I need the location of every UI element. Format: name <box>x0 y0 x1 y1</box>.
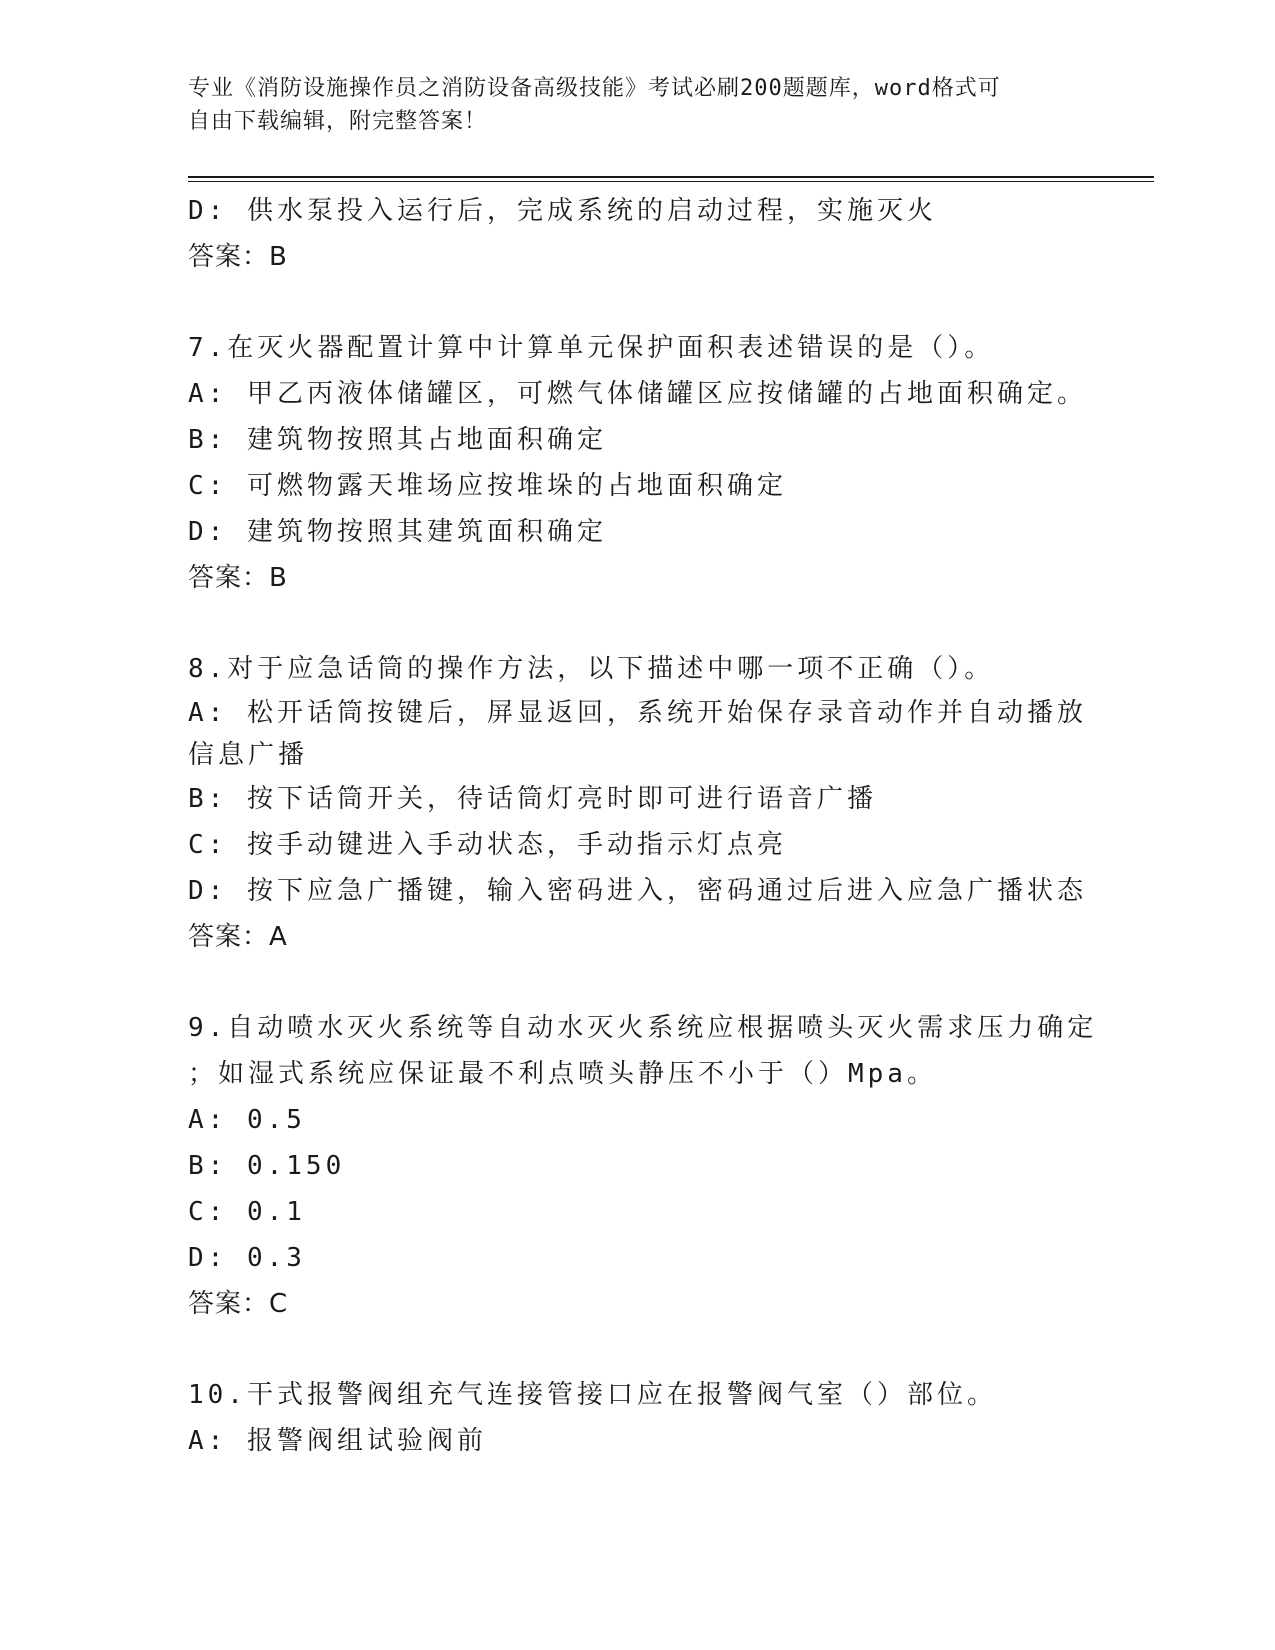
option-d: D: 0.3 <box>188 1243 306 1273</box>
question-text: 7.在灭火器配置计算中计算单元保护面积表述错误的是（）。 <box>188 333 995 363</box>
question-block-9 <box>188 1005 1098 1327</box>
option-a: A: 松开话筒按键后，屏显返回，系统开始保存录音动作并自动播放信息广播 <box>188 698 1087 770</box>
option-d: D: 建筑物按照其建筑面积确定 <box>188 517 607 547</box>
question-block-10 <box>188 1372 1088 1464</box>
answer: 答案：B <box>188 563 288 593</box>
question-text-line-2: ；如湿式系统应保证最不利点喷头静压不小于（）Mpa。 <box>188 1059 937 1089</box>
option-c: C: 可燃物露天堆场应按堆垛的占地面积确定 <box>188 471 787 501</box>
spacer <box>188 601 1088 646</box>
option-b: B: 建筑物按照其占地面积确定 <box>188 425 607 455</box>
header-rule-thin <box>188 181 1154 182</box>
question-block-prev <box>188 188 1088 280</box>
question-text-line-1: 9.自动喷水灭火系统等自动水灭火系统应根据喷头灭火需求压力确定 <box>188 1013 1098 1043</box>
spacer <box>188 960 1088 1005</box>
spacer <box>188 280 1088 325</box>
option-d: D: 按下应急广播键，输入密码进入，密码通过后进入应急广播状态 <box>188 876 1087 906</box>
answer: 答案：B <box>188 242 288 272</box>
spacer <box>188 1327 1088 1372</box>
question-text: 8.对于应急话筒的操作方法，以下描述中哪一项不正确（）。 <box>188 654 995 684</box>
answer: 答案：C <box>188 1289 289 1319</box>
header-rule-thick <box>188 176 1154 178</box>
document-header <box>188 72 1088 138</box>
question-block-7 <box>188 325 1088 601</box>
header-title-line-1: 专业《消防设施操作员之消防设备高级技能》考试必刷200题题库，word格式可 <box>188 76 1001 101</box>
option-b: B: 0.150 <box>188 1151 346 1181</box>
question-block-8 <box>188 646 1088 960</box>
option-b: B: 按下话筒开关，待话筒灯亮时即可进行语音广播 <box>188 784 877 814</box>
option-c: C: 0.1 <box>188 1197 306 1227</box>
header-title-line-2: 自由下载编辑，附完整答案！ <box>188 109 488 134</box>
option-a: A: 甲乙丙液体储罐区，可燃气体储罐区应按储罐的占地面积确定。 <box>188 379 1087 409</box>
answer: 答案：A <box>188 922 288 952</box>
option-a: A: 报警阀组试验阀前 <box>188 1426 487 1456</box>
option-c: C: 按手动键进入手动状态，手动指示灯点亮 <box>188 830 787 860</box>
question-list <box>188 188 1098 1464</box>
question-text: 10.干式报警阀组充气连接管接口应在报警阀气室（）部位。 <box>188 1380 997 1410</box>
option-d: D: 供水泵投入运行后，完成系统的启动过程，实施灭火 <box>188 196 937 226</box>
option-a: A: 0.5 <box>188 1105 306 1135</box>
